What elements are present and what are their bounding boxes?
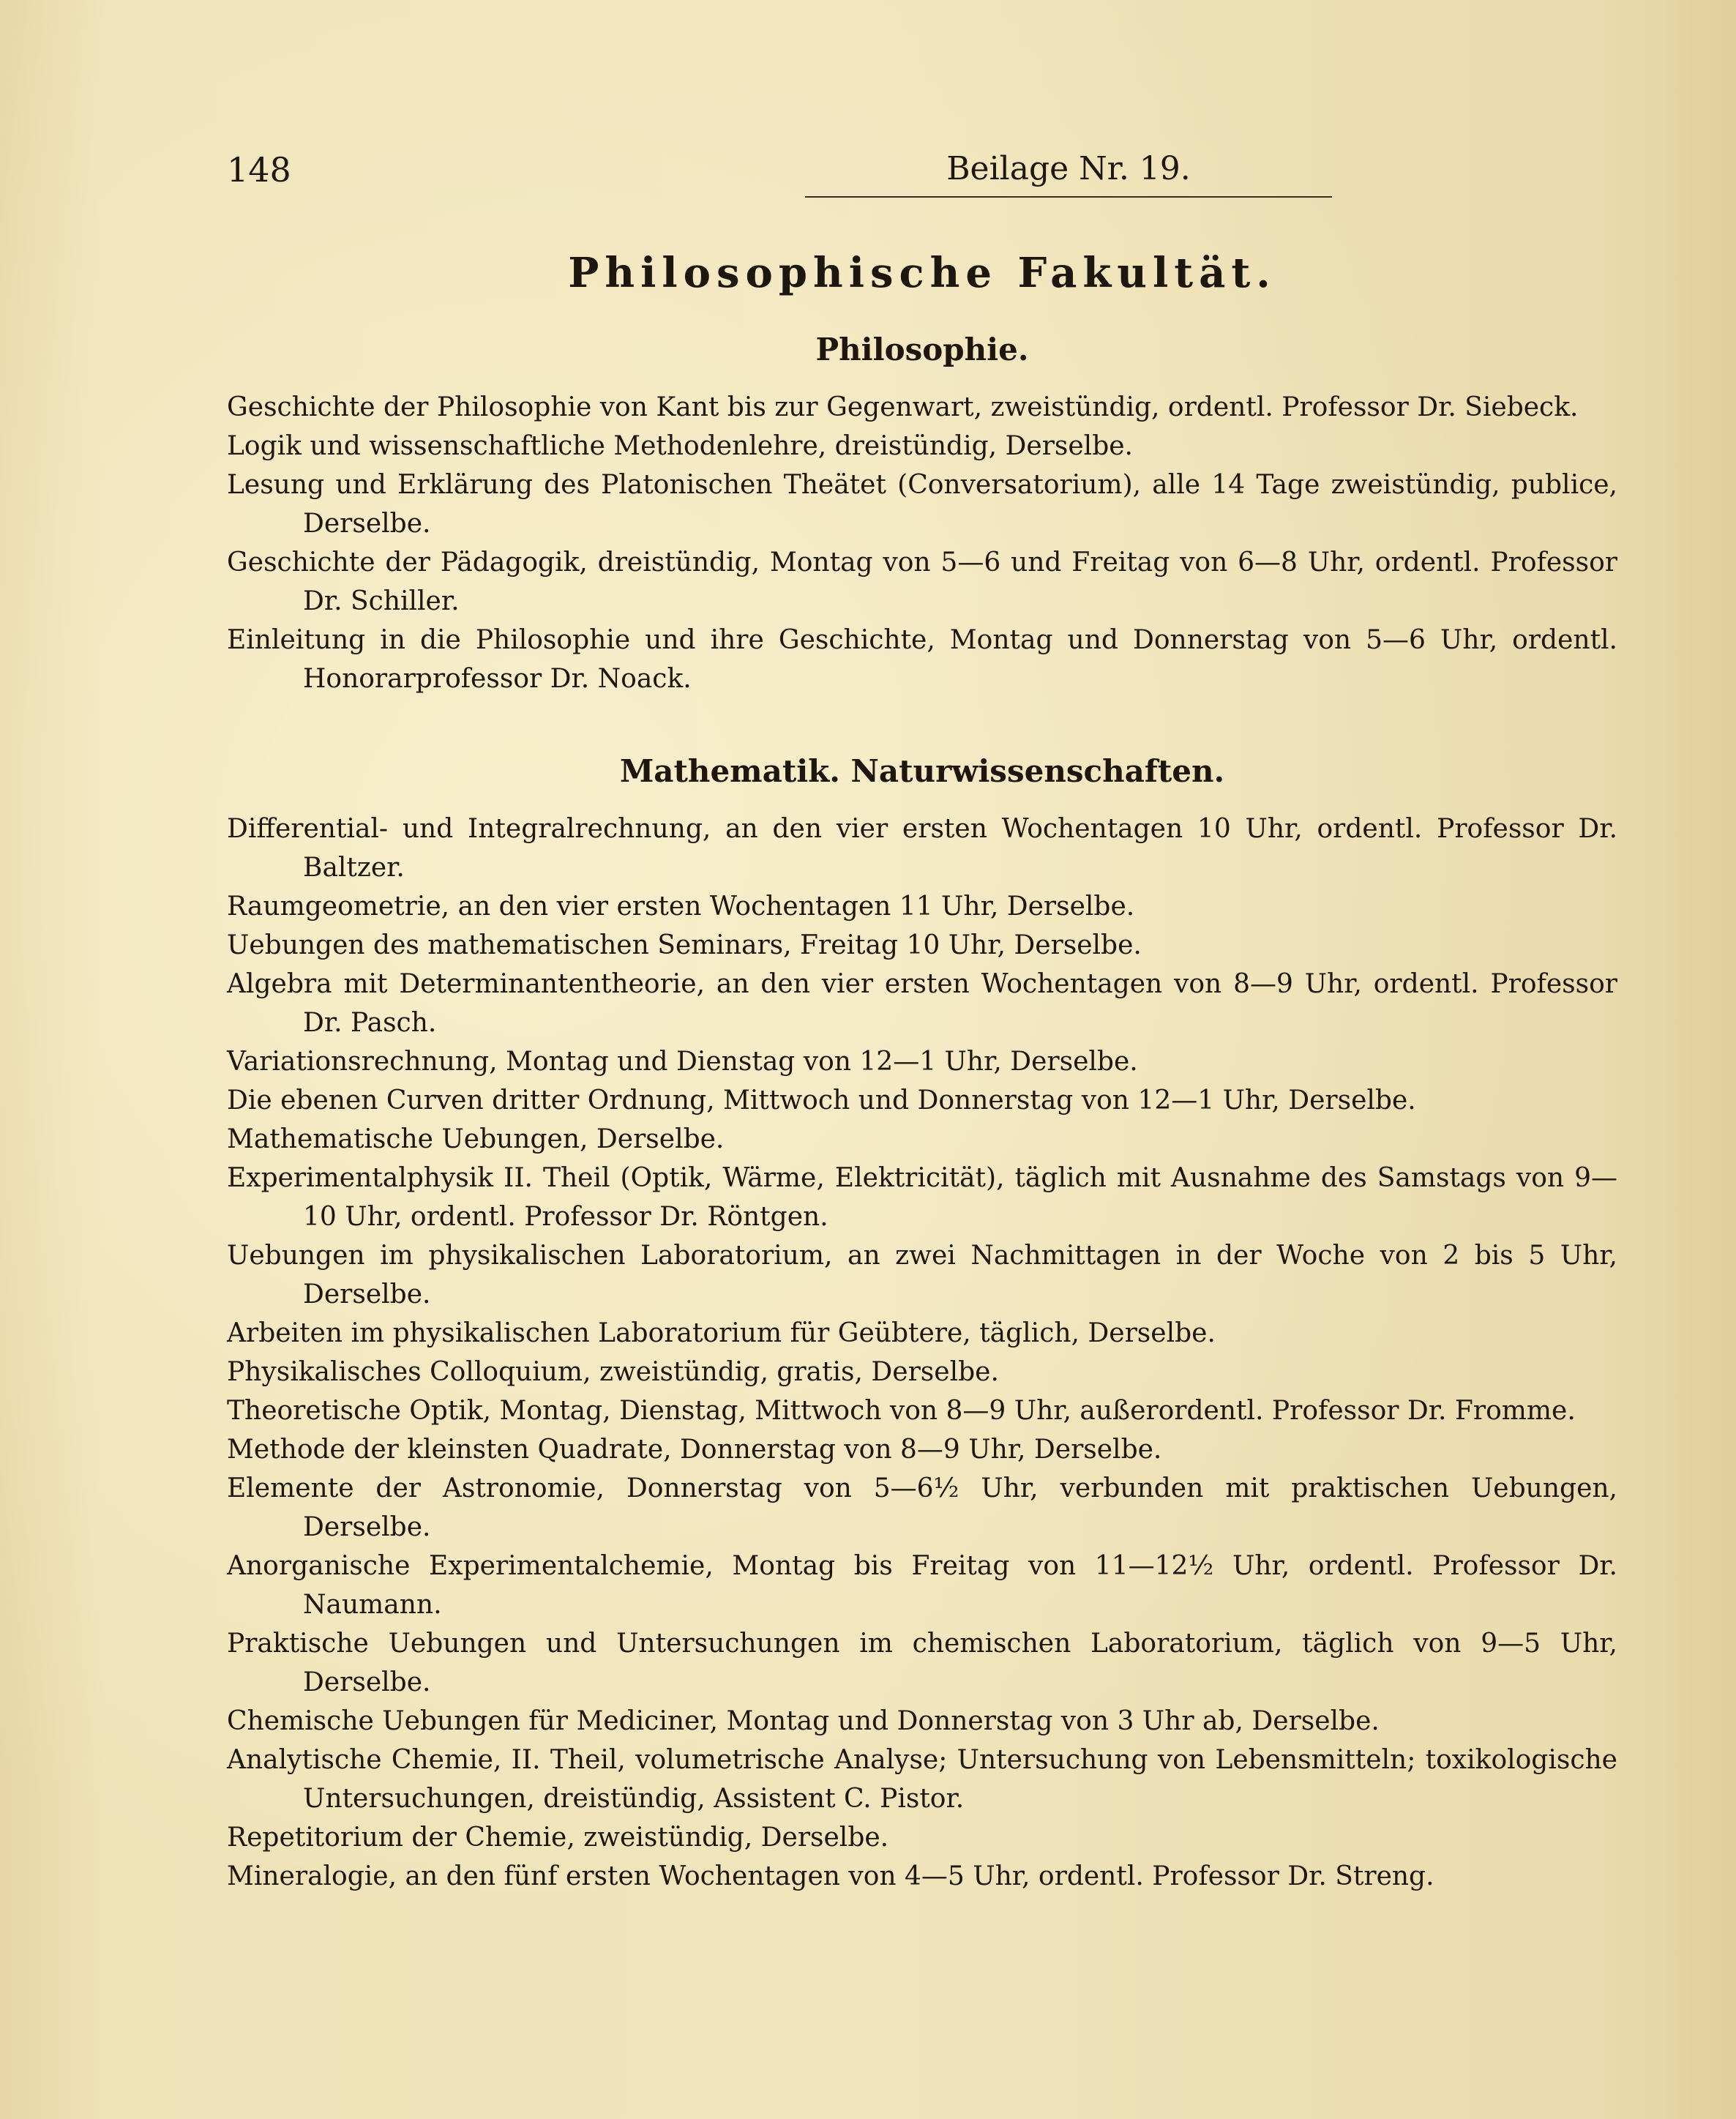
- course-entry: Logik und wissenschaftliche Methodenlehre, dreistündig, Derselbe.: [227, 431, 1133, 461]
- course-entry: Die ebenen Curven dritter Ordnung, Mittwoch und Donnerstag von 12—1 Uhr, Derselbe.: [227, 1085, 1416, 1115]
- course-entry: Geschichte der Philosophie von Kant bis zur Gegenwart, zweistündig, ordentl. Professor Dr. Siebeck.: [227, 392, 1579, 422]
- page-header: [227, 150, 1617, 201]
- running-head: Beilage Nr. 19.: [946, 150, 1191, 187]
- course-entry: Praktische Uebungen und Untersuchungen im chemischen Laboratorium, täglich von 9—5 Uhr, Derselbe.: [227, 1629, 1617, 1697]
- course-entry: Mineralogie, an den fünf ersten Wochentagen von 4—5 Uhr, ordentl. Professor Dr. Streng.: [227, 1861, 1434, 1891]
- course-entry: Algebra mit Determinantentheorie, an den vier ersten Wochentagen von 8—9 Uhr, ordentl. Professor Dr. Pasch.: [227, 969, 1617, 1038]
- course-entry: Elemente der Astronomie, Donnerstag von 5—6½ Uhr, verbunden mit praktischen Uebungen, Derselbe.: [227, 1473, 1617, 1542]
- course-entry: Arbeiten im physikalischen Laboratorium für Geübtere, täglich, Derselbe.: [227, 1318, 1216, 1348]
- course-entry: Physikalisches Colloquium, zweistündig, gratis, Derselbe.: [227, 1357, 999, 1387]
- running-head-rule: [805, 196, 1332, 198]
- section-title-mathematik: Mathematik. Naturwissenschaften.: [619, 753, 1225, 789]
- course-entry: Lesung und Erklärung des Platonischen Theätet (Conversatorium), alle 14 Tage zweistündig, publice, Derselbe.: [227, 470, 1617, 539]
- course-entry: Uebungen des mathematischen Seminars, Freitag 10 Uhr, Derselbe.: [227, 930, 1142, 960]
- course-entry: Uebungen im physikalischen Laboratorium, an zwei Nachmittagen in der Woche von 2 bis 5 Uhr, Derselbe.: [227, 1241, 1617, 1309]
- course-entry: Geschichte der Pädagogik, dreistündig, Montag von 5—6 und Freitag von 6—8 Uhr, ordentl. Professor Dr. Schiller.: [227, 547, 1617, 616]
- course-entry: Anorganische Experimentalchemie, Montag bis Freitag von 11—12½ Uhr, ordentl. Professor Dr. Naumann.: [227, 1551, 1617, 1620]
- section-title-philosophie: Philosophie.: [815, 332, 1029, 367]
- course-entry: Repetitorium der Chemie, zweistündig, Derselbe.: [227, 1823, 889, 1853]
- course-entry: Einleitung in die Philosophie und ihre Geschichte, Montag und Donnerstag von 5—6 Uhr, ordentl. Honorarprofessor Dr. Noack.: [227, 625, 1617, 694]
- page-number: 148: [227, 150, 291, 190]
- course-entry: Chemische Uebungen für Mediciner, Montag und Donnerstag von 3 Uhr ab, Derselbe.: [227, 1706, 1380, 1736]
- course-entry: Theoretische Optik, Montag, Dienstag, Mittwoch von 8—9 Uhr, außerordentl. Professor Dr. Fromme.: [227, 1396, 1576, 1426]
- course-entry: Methode der kleinsten Quadrate, Donnerstag von 8—9 Uhr, Derselbe.: [227, 1435, 1162, 1465]
- course-listing: [227, 249, 1617, 1896]
- course-entry: Analytische Chemie, II. Theil, volumetrische Analyse; Untersuchung von Lebensmitteln; toxikologische Untersuchungen, dreistündig, Assistent C. Pistor.: [227, 1745, 1617, 1814]
- course-entry: Variationsrechnung, Montag und Dienstag von 12—1 Uhr, Derselbe.: [227, 1047, 1138, 1077]
- course-entry: Mathematische Uebungen, Derselbe.: [227, 1124, 725, 1154]
- course-entry: Experimentalphysik II. Theil (Optik, Wärme, Elektricität), täglich mit Ausnahme des Samstags von 9—10 Uhr, ordentl. Professor Dr. Röntgen.: [227, 1163, 1617, 1232]
- course-entry: Raumgeometrie, an den vier ersten Wochentagen 11 Uhr, Derselbe.: [227, 892, 1135, 922]
- course-entry: Differential- und Integralrechnung, an den vier ersten Wochentagen 10 Uhr, ordentl. Professor Dr. Baltzer.: [227, 814, 1617, 883]
- faculty-title: Philosophische Fakultät.: [568, 249, 1276, 297]
